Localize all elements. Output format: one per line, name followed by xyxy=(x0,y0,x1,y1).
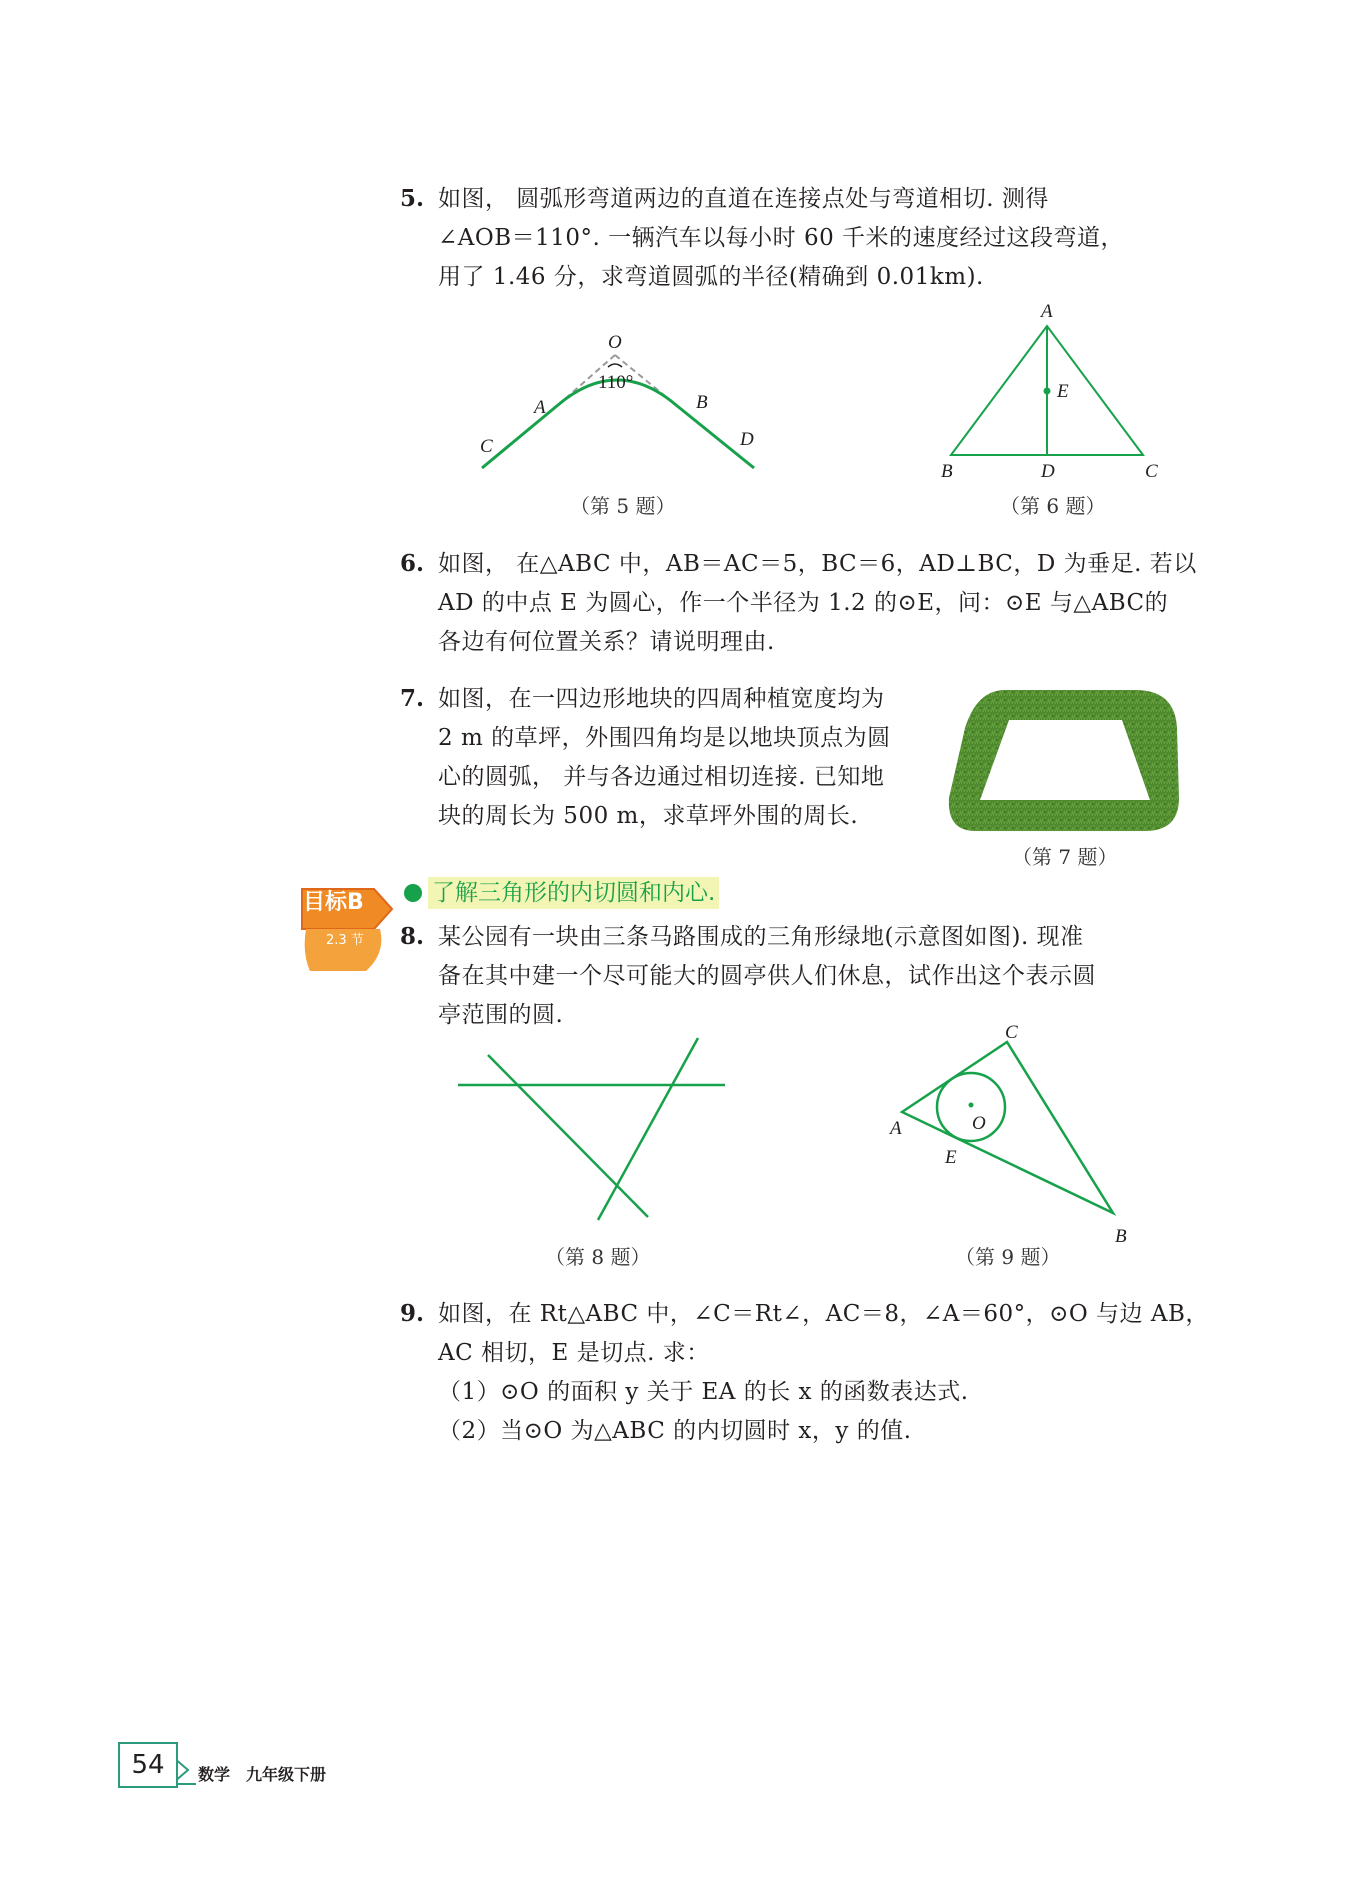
q6-label-b: B xyxy=(941,461,953,482)
q9-line-2: AC 相切，E 是切点. 求： xyxy=(438,1340,710,1366)
q8-caption: （第 8 题） xyxy=(545,1245,651,1269)
q8-number: 8. xyxy=(400,923,425,950)
q5-number: 5. xyxy=(400,185,425,212)
q9-line-1: 如图，在 Rt△ABC 中，∠C＝Rt∠，AC＝8，∠A＝60°，⊙O 与边 AB， xyxy=(438,1301,1209,1327)
q5-line-3: 用了 1.46 分，求弯道圆弧的半径(精确到 0.01km). xyxy=(438,264,984,290)
q7-line-3: 心的圆弧， 并与各边通过相切连接. 已知地 xyxy=(438,764,885,790)
q9-label-e: E xyxy=(945,1147,957,1168)
q6-label-a: A xyxy=(1041,301,1053,322)
q6-label-c: C xyxy=(1145,461,1158,482)
q6-label-e: E xyxy=(1057,381,1069,402)
q9-label-o: O xyxy=(972,1113,986,1134)
q8-figure xyxy=(450,1035,740,1235)
q6-line-1: 如图， 在△ABC 中，AB＝AC＝5，BC＝6，AD⊥BC，D 为垂足. 若以 xyxy=(438,551,1197,577)
q7-line-2: 2 m 的草坪，外围四角均是以地块顶点为圆 xyxy=(438,725,891,751)
q5-label-c: C xyxy=(480,436,493,457)
q5-figure xyxy=(470,325,770,485)
q8-line-2: 备在其中建一个尽可能大的圆亭供人们休息，试作出这个表示圆 xyxy=(438,963,1096,989)
q7-caption: （第 7 题） xyxy=(1012,845,1118,869)
q9-label-c: C xyxy=(1005,1025,1018,1043)
book-title: 数学 九年级下册 xyxy=(198,1765,327,1784)
q8-line-3: 亭范围的圆. xyxy=(438,1002,564,1028)
q6-line-2: AD 的中点 E 为圆心，作一个半径为 1.2 的⊙E，问：⊙E 与△ABC的 xyxy=(438,590,1169,616)
q7-line-1: 如图，在一四边形地块的四周种植宽度均为 xyxy=(438,686,885,712)
goal-bullet-icon xyxy=(404,884,422,902)
page-number: 54 xyxy=(118,1742,178,1788)
q6-label-d: D xyxy=(1041,461,1055,482)
goal-b-section: 2.3 节 xyxy=(326,933,364,948)
q5-label-b: B xyxy=(696,392,708,413)
q9-number: 9. xyxy=(400,1300,425,1327)
q7-line-4: 块的周长为 500 m，求草坪外围的周长. xyxy=(438,803,859,829)
q9-line-4: （2）当⊙O 为△ABC 的内切圆时 x，y 的值. xyxy=(438,1418,912,1444)
q5-label-o: O xyxy=(608,332,622,353)
q6-line-3: 各边有何位置关系？请说明理由. xyxy=(438,629,775,655)
q5-caption: （第 5 题） xyxy=(570,494,676,518)
q5-angle-label: 110° xyxy=(598,372,634,393)
q5-line-1: 如图， 圆弧形弯道两边的直道在连接点处与弯道相切. 测得 xyxy=(438,186,1049,212)
goal-b-text: 了解三角形的内切圆和内心. xyxy=(428,877,719,909)
q5-label-a: A xyxy=(534,397,546,418)
q9-caption: （第 9 题） xyxy=(955,1245,1061,1269)
q5-label-d: D xyxy=(740,429,754,450)
q9-line-3: （1）⊙O 的面积 y 关于 EA 的长 x 的函数表达式. xyxy=(438,1379,969,1405)
q6-caption: （第 6 题） xyxy=(1000,494,1106,518)
q7-number: 7. xyxy=(400,685,425,712)
q8-line-1: 某公园有一块由三条马路围成的三角形绿地(示意图如图). 现准 xyxy=(438,924,1084,950)
q9-label-a: A xyxy=(890,1118,902,1139)
q6-number: 6. xyxy=(400,550,425,577)
q9-label-b: B xyxy=(1115,1226,1127,1247)
goal-b-title: 目标B xyxy=(303,890,364,915)
q6-figure xyxy=(935,300,1165,490)
q5-line-2: ∠AOB＝110°. 一辆汽车以每小时 60 千米的速度经过这段弯道， xyxy=(438,225,1125,251)
q9-figure xyxy=(880,1025,1140,1250)
q7-figure xyxy=(945,688,1180,833)
